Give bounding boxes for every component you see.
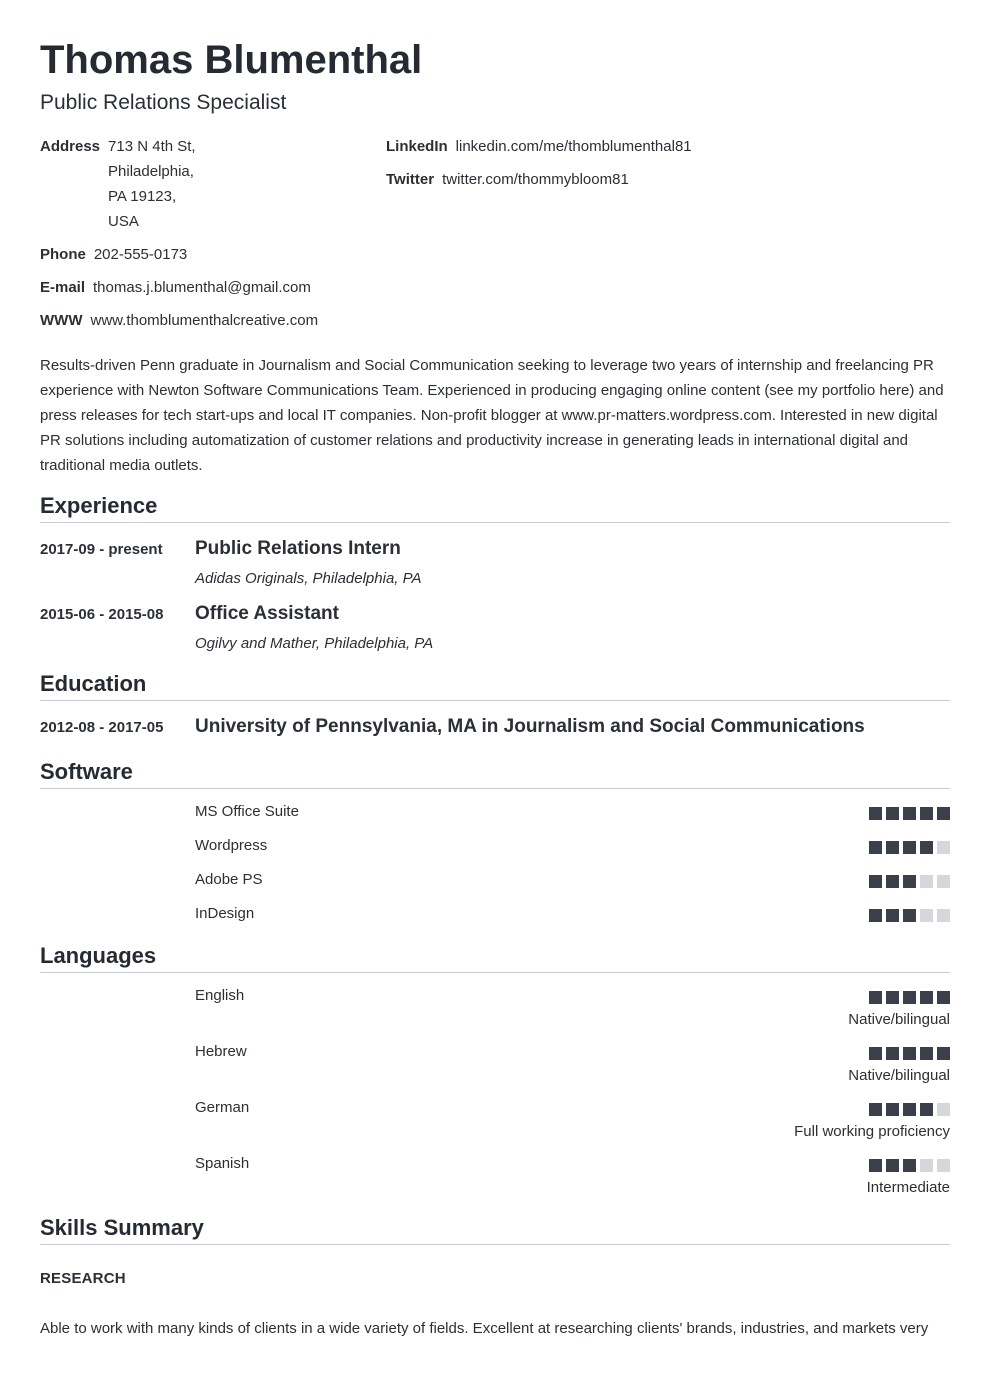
language-name: German (195, 1099, 250, 1116)
language-level: Native/bilingual (848, 1011, 950, 1028)
contact-email (40, 275, 311, 300)
rating-dot-filled (869, 1103, 882, 1116)
email-label: E-mail (40, 279, 86, 296)
rating-dot-filled (937, 1047, 950, 1060)
linkedin-label: LinkedIn (386, 138, 448, 155)
rating-dots (869, 841, 950, 854)
education-dates: 2012-08 - 2017-05 (40, 719, 164, 736)
www-value[interactable]: www.thomblumenthalcreative.com (90, 312, 319, 329)
experience-dates: 2017-09 - present (40, 541, 163, 558)
linkedin-value[interactable]: linkedin.com/me/thomblumenthal81 (455, 138, 692, 155)
skills-subheading: RESEARCH (40, 1270, 126, 1287)
rating-dot-filled (937, 807, 950, 820)
software-name: Wordpress (195, 837, 268, 854)
rating-dot-filled (886, 1103, 899, 1116)
rating-dot-empty (920, 1159, 933, 1172)
rating-dot-filled (920, 1103, 933, 1116)
rating-dot-filled (869, 841, 882, 854)
experience-dates: 2015-06 - 2015-08 (40, 606, 164, 623)
rating-dots (869, 1103, 950, 1116)
skills-paragraph: Able to work with many kinds of clients in a wide variety of fields. Excellent at researching clients' brands, industries, and markets very (40, 1320, 929, 1337)
rating-dot-empty (920, 875, 933, 888)
language-level: Native/bilingual (848, 1067, 950, 1084)
rating-dots (869, 991, 950, 1004)
experience-company: Adidas Originals, Philadelphia, PA (195, 570, 422, 587)
experience-role: Office Assistant (195, 603, 339, 624)
candidate-name: Thomas Blumenthal (40, 38, 423, 82)
software-name: MS Office Suite (195, 803, 299, 820)
twitter-label: Twitter (386, 171, 435, 188)
software-heading: Software (40, 758, 950, 789)
rating-dot-filled (920, 841, 933, 854)
rating-dot-filled (886, 875, 899, 888)
rating-dot-filled (937, 991, 950, 1004)
rating-dot-filled (903, 991, 916, 1004)
twitter-value[interactable]: twitter.com/thommybloom81 (442, 171, 629, 188)
software-name: Adobe PS (195, 871, 263, 888)
candidate-title: Public Relations Specialist (40, 91, 287, 114)
language-level: Full working proficiency (794, 1123, 950, 1140)
experience-heading: Experience (40, 492, 950, 523)
rating-dot-filled (886, 807, 899, 820)
email-value[interactable]: thomas.j.blumenthal@gmail.com (93, 279, 311, 296)
rating-dot-filled (869, 991, 882, 1004)
rating-dot-filled (886, 841, 899, 854)
rating-dot-filled (869, 909, 882, 922)
rating-dot-filled (920, 991, 933, 1004)
rating-dots (869, 807, 950, 820)
rating-dot-empty (920, 909, 933, 922)
rating-dot-filled (886, 991, 899, 1004)
rating-dot-filled (886, 1159, 899, 1172)
address-value (108, 134, 196, 234)
rating-dot-filled (903, 807, 916, 820)
address-label: Address (40, 138, 101, 155)
rating-dot-empty (937, 1159, 950, 1172)
rating-dots (869, 875, 950, 888)
language-name: Spanish (195, 1155, 250, 1172)
rating-dot-empty (937, 875, 950, 888)
languages-heading: Languages (40, 942, 950, 973)
education-heading: Education (40, 670, 950, 701)
rating-dot-filled (903, 875, 916, 888)
rating-dot-filled (886, 909, 899, 922)
rating-dot-filled (903, 909, 916, 922)
address-line: PA 19123, (108, 188, 177, 205)
language-name: Hebrew (195, 1043, 247, 1060)
experience-role: Public Relations Intern (195, 538, 401, 559)
phone-value: 202-555-0173 (93, 246, 188, 263)
rating-dot-empty (937, 909, 950, 922)
profile-summary: Results-driven Penn graduate in Journalism and Social Communication seeking to leverage two years of internship and freelancing PR experience with Newton Software Communications Team. Experienced in producing engaging online content (see my portfolio here) and press releases for tech start-ups and local IT companies. Non-profit blogger at www.pr-matters.wordpress.com. Interested in new digital PR solutions including automatization of customer relations and productivity increase in generating leads in international digital and traditional media outlets. (40, 357, 944, 474)
rating-dot-empty (937, 841, 950, 854)
rating-dots (869, 1047, 950, 1060)
rating-dot-filled (903, 1159, 916, 1172)
contact-phone (40, 242, 187, 267)
contact-linkedin (386, 134, 692, 159)
contact-address (40, 134, 380, 234)
rating-dot-filled (903, 841, 916, 854)
contact-twitter (386, 167, 629, 192)
experience-company: Ogilvy and Mather, Philadelphia, PA (195, 635, 434, 652)
software-name: InDesign (195, 905, 255, 922)
rating-dot-filled (903, 1103, 916, 1116)
rating-dot-filled (869, 1159, 882, 1172)
www-label: WWW (40, 312, 83, 329)
rating-dot-filled (920, 1047, 933, 1060)
address-line: USA (108, 213, 139, 230)
phone-label: Phone (40, 246, 86, 263)
language-level: Intermediate (866, 1179, 950, 1196)
rating-dots (869, 909, 950, 922)
address-line: 713 N 4th St, (108, 138, 196, 155)
address-line: Philadelphia, (108, 163, 194, 180)
rating-dot-filled (869, 1047, 882, 1060)
contact-www (40, 308, 318, 333)
rating-dot-filled (869, 807, 882, 820)
skills-summary-heading: Skills Summary (40, 1214, 950, 1245)
rating-dot-empty (937, 1103, 950, 1116)
rating-dot-filled (886, 1047, 899, 1060)
rating-dot-filled (903, 1047, 916, 1060)
language-name: English (195, 987, 245, 1004)
rating-dot-filled (869, 875, 882, 888)
rating-dots (869, 1159, 950, 1172)
education-degree: University of Pennsylvania, MA in Journalism and Social Communications (195, 716, 865, 737)
rating-dot-filled (920, 807, 933, 820)
